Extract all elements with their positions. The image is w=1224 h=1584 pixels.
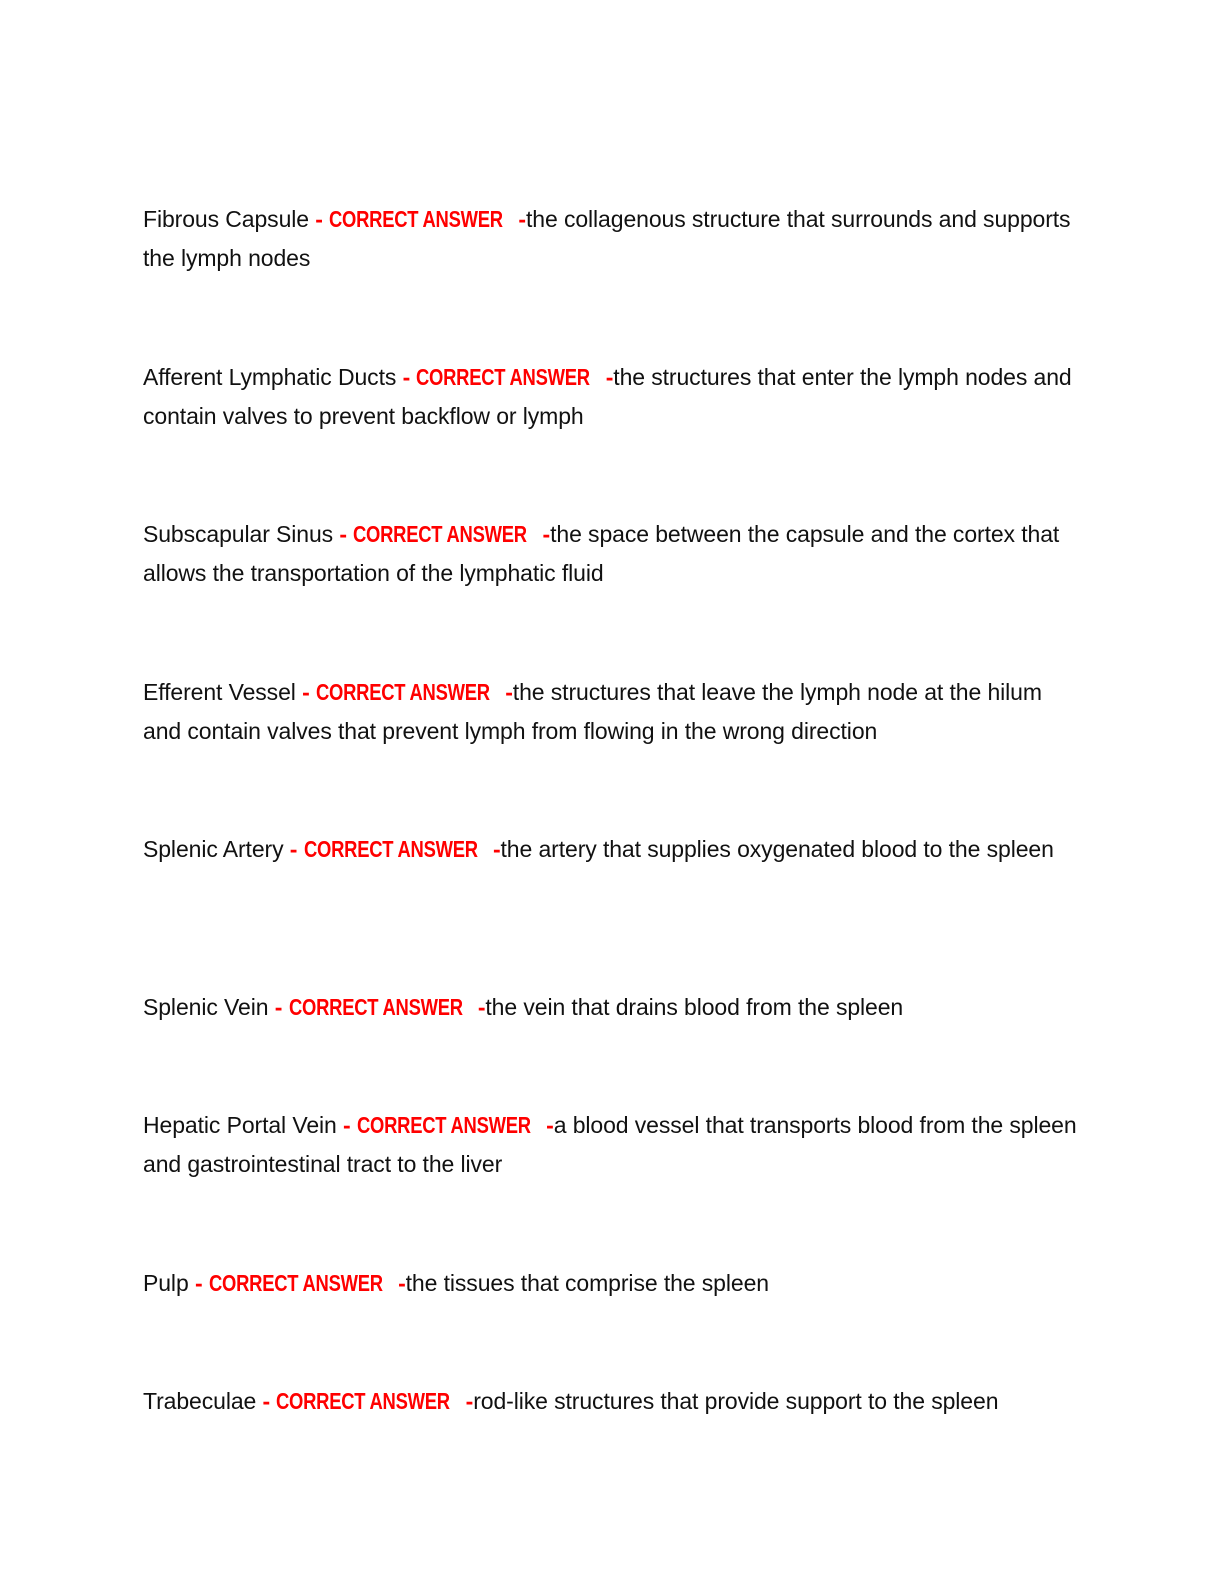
entry-subscapular-sinus: Subscapular Sinus - CORRECT ANSWER -the space between the capsule and the cortex that allows the transportation of the lymphatic fluid bbox=[143, 515, 1078, 593]
correct-answer-marker: CORRECT ANSWER bbox=[288, 994, 463, 1020]
correct-answer-marker: CORRECT ANSWER bbox=[353, 521, 528, 547]
entry-afferent-lymphatic-ducts: Afferent Lymphatic Ducts - CORRECT ANSWER -the structures that enter the lymph nodes and contain valves to prevent backflow or lymph bbox=[143, 358, 1078, 436]
entry-fibrous-capsule: Fibrous Capsule - CORRECT ANSWER -the collagenous structure that surrounds and supports the lymph nodes bbox=[143, 200, 1078, 278]
entry-efferent-vessel: Efferent Vessel - CORRECT ANSWER -the structures that leave the lymph node at the hilum and contain valves that prevent lymph from flowing in the wrong direction bbox=[143, 673, 1078, 751]
entry-term: Splenic Vein bbox=[143, 994, 269, 1020]
entry-term: Hepatic Portal Vein bbox=[143, 1112, 337, 1138]
entry-term: Subscapular Sinus bbox=[143, 521, 334, 547]
entry-term: Fibrous Capsule bbox=[143, 206, 309, 232]
correct-answer-marker: CORRECT ANSWER bbox=[315, 679, 490, 705]
entry-hepatic-portal-vein: Hepatic Portal Vein - CORRECT ANSWER -a blood vessel that transports blood from the spleen and gastrointestinal tract to the liver bbox=[143, 1106, 1078, 1184]
entry-splenic-vein: Splenic Vein - CORRECT ANSWER -the vein that drains blood from the spleen bbox=[143, 988, 1078, 1027]
correct-answer-marker: CORRECT ANSWER bbox=[329, 206, 503, 232]
entry-definition: the artery that supplies oxygenated blood to the spleen bbox=[500, 836, 1054, 862]
entry-term: Afferent Lymphatic Ducts bbox=[143, 364, 397, 390]
entry-definition: the structures that leave the lymph node at the hilum and contain valves that prevent lymph from flowing in the wrong direction bbox=[143, 679, 1042, 744]
entry-term: Efferent Vessel bbox=[143, 679, 296, 705]
entry-term: Trabeculae bbox=[143, 1388, 257, 1414]
entry-splenic-artery: Splenic Artery - CORRECT ANSWER -the artery that supplies oxygenated blood to the spleen bbox=[143, 830, 1078, 869]
entry-term: Pulp bbox=[143, 1270, 189, 1296]
entry-definition: the space between the capsule and the cortex that allows the transportation of the lymphatic fluid bbox=[143, 521, 1060, 586]
entry-term: Splenic Artery bbox=[143, 836, 284, 862]
entry-definition: the collagenous structure that surrounds and supports the lymph nodes bbox=[143, 206, 1071, 271]
correct-answer-marker: CORRECT ANSWER bbox=[416, 364, 591, 390]
entry-pulp: Pulp - CORRECT ANSWER -the tissues that comprise the spleen bbox=[143, 1264, 1078, 1303]
correct-answer-marker: CORRECT ANSWER bbox=[208, 1270, 383, 1296]
entry-trabeculae: Trabeculae - CORRECT ANSWER -rod-like structures that provide support to the spleen bbox=[143, 1382, 1078, 1421]
entry-definition: rod-like structures that provide support to the spleen bbox=[473, 1388, 999, 1414]
entry-definition: a blood vessel that transports blood from the spleen and gastrointestinal tract to the liver bbox=[143, 1112, 1077, 1177]
correct-answer-marker: CORRECT ANSWER bbox=[303, 836, 478, 862]
entry-definition: the tissues that comprise the spleen bbox=[405, 1270, 769, 1296]
correct-answer-marker: CORRECT ANSWER bbox=[356, 1112, 531, 1138]
entry-definition: the structures that enter the lymph nodes and contain valves to prevent backflow or lymph bbox=[143, 364, 1072, 429]
correct-answer-marker: CORRECT ANSWER bbox=[276, 1388, 451, 1414]
entry-definition: the vein that drains blood from the spleen bbox=[485, 994, 904, 1020]
